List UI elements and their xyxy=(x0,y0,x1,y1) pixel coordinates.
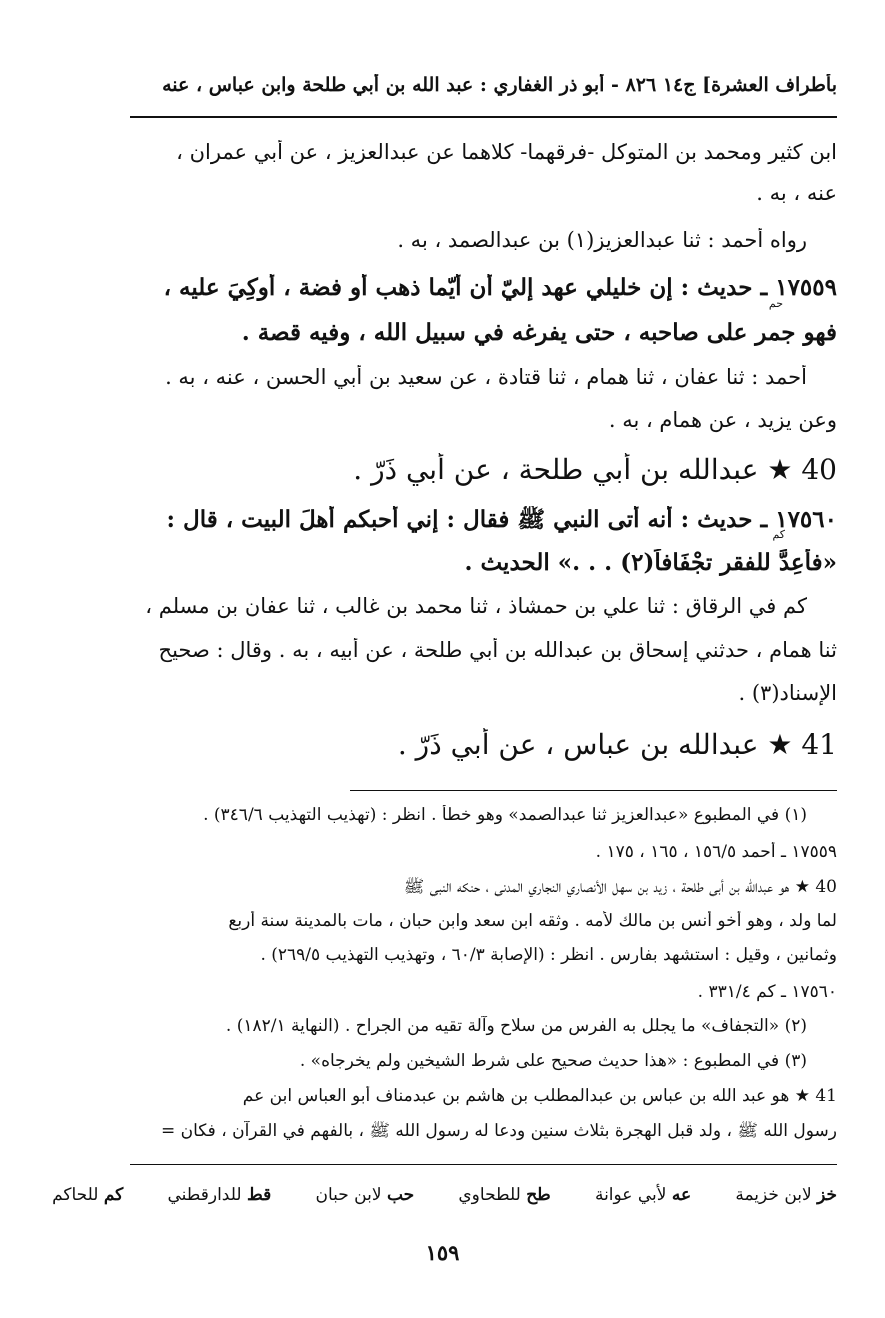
footnote: (٣) في المطبوع : «هذا حديث صحيح على شرط الشيخين ولم يخرجاه» . xyxy=(299,1051,807,1071)
section-heading-41: 41 ★ عبدالله بن عباس ، عن أبي ذَرّ . xyxy=(397,728,837,761)
hadith-17560-cont: «فأعِدَّ للفقر تجْفَافاً(٢) . . .» الحديث . xyxy=(464,549,837,576)
body-line: الإسناد(٣) . xyxy=(738,681,837,705)
abbreviation-item: عه لأبي عوانة xyxy=(594,1185,692,1205)
hadith-17559: ١٧٥٥٩ ـ حديث : إن خليلي عهد إليّ أن أيّما ذهب أو فضة ، أُوكِيَ عليه ، xyxy=(163,274,837,301)
section-heading-40: 40 ★ عبدالله بن أبي طلحة ، عن أبي ذَرّ . xyxy=(353,453,837,486)
footnote-rule xyxy=(350,790,837,791)
footnote: 41 ★ هو عبد الله بن عباس بن عبدالمطلب بن هاشم بن عبدمناف أبو العباس ابن عم xyxy=(242,1086,837,1106)
abbreviation-item: حب لابن حبان xyxy=(315,1185,415,1205)
footnote: (١) في المطبوع «عبدالعزيز ثنا عبدالصمد» وهو خطأ . انظر : (تهذيب التهذيب ٣٤٦/٦) . xyxy=(203,805,807,825)
abbreviation-item: قط للدارقطني xyxy=(167,1185,272,1205)
running-header: بأطراف العشرة] ج١٤ ٨٢٦ - أبو ذر الغفاري : عبد الله بن أبي طلحة وابن عباس ، عنه xyxy=(162,74,837,96)
abbreviation-item: خز لابن خزيمة xyxy=(735,1185,837,1205)
page-number: ١٥٩ xyxy=(425,1240,460,1265)
body-line: أحمد : ثنا عفان ، ثنا همام ، ثنا قتادة ، عن سعيد بن أبي الحسن ، عنه ، به . xyxy=(165,365,807,389)
body-line: عنه ، به . xyxy=(756,181,837,205)
footnote: رسول الله ﷺ ، ولد قبل الهجرة بثلاث سنين ودعا له رسول الله ﷺ ، بالفهم في القرآن ، فكان = xyxy=(160,1121,837,1141)
abbreviation-item: كم للحاكم xyxy=(52,1185,124,1205)
footnote: وثمانين ، وقيل : استشهد بفارس . انظر : (الإصابة ٦٠/٣ ، وتهذيب التهذيب ٢٦٩/٥) . xyxy=(260,945,837,965)
abbreviation-item: طح للطحاوي xyxy=(458,1185,551,1205)
siglum-km: كم xyxy=(772,528,785,541)
footnote: 40 ★ هو عبدالله بن أبي طلحة ، زيد بن سهل الأنصاري النجاري المدني ، حنكه النبي ﷺ xyxy=(403,877,837,897)
body-line: وعن يزيد ، عن همام ، به . xyxy=(608,408,837,432)
body-line: ثنا همام ، حدثني إسحاق بن عبدالله بن أبي طلحة ، عن أبيه ، به . وقال : صحيح xyxy=(158,638,837,662)
hadith-17559-cont: فهو جمر على صاحبه ، حتى يفرغه في سبيل الله ، وفيه قصة . xyxy=(241,319,837,346)
footnote: ١٧٥٥٩ ـ أحمد ١٥٦/٥ ، ١٦٥ ، ١٧٥ . xyxy=(595,842,837,862)
footnote: (٢) «التجفاف» ما يجلل به الفرس من سلاح وآلة تقيه من الجراح . (النهاية ١٨٢/١) . xyxy=(225,1016,807,1036)
footnote: ١٧٥٦٠ ـ كم ٣٣١/٤ . xyxy=(697,982,837,1002)
body-line: رواه أحمد : ثنا عبدالعزيز(١) بن عبدالصمد ، به . xyxy=(397,228,807,252)
siglum-hm: حم xyxy=(768,297,783,310)
abbreviations-legend xyxy=(52,1185,837,1205)
body-line: ابن كثير ومحمد بن المتوكل -فرقهما- كلاهما عن عبدالعزيز ، عن أبي عمران ، xyxy=(176,140,837,164)
hadith-17560: ١٧٥٦٠ ـ حديث : أنه أتى النبي ﷺ فقال : إني أحبكم أهلَ البيت ، قال : xyxy=(166,506,837,533)
footnote: لما ولد ، وهو أخو أنس بن مالك لأمه . وثقه ابن سعد وابن حبان ، مات بالمدينة سنة أربع xyxy=(228,911,837,931)
abbreviations-rule xyxy=(130,1164,837,1165)
header-rule xyxy=(130,116,837,118)
body-line: كم في الرقاق : ثنا علي بن حمشاذ ، ثنا محمد بن غالب ، ثنا عفان بن مسلم ، xyxy=(145,594,807,618)
